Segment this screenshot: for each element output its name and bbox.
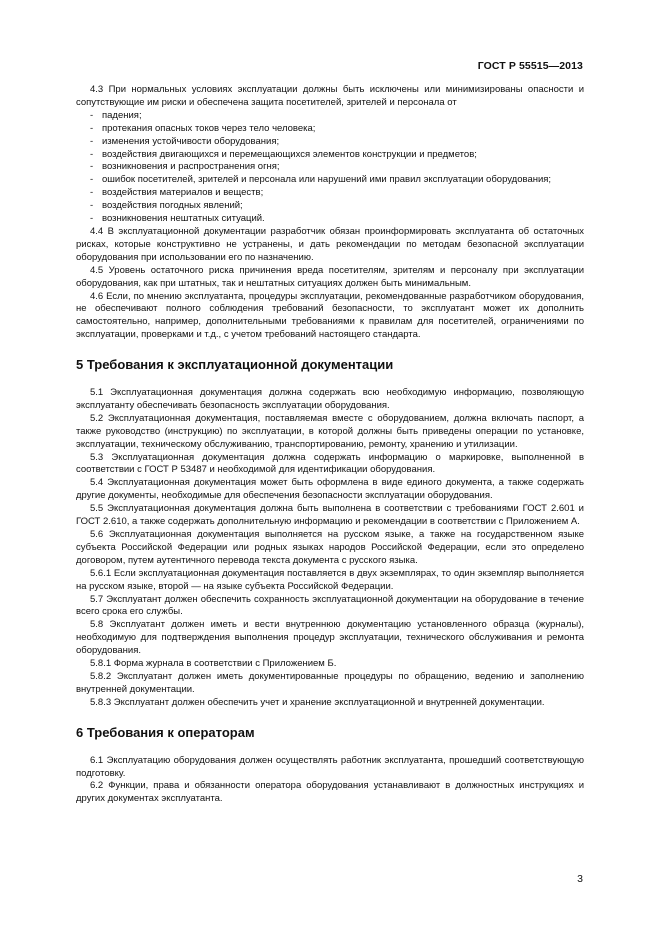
list-dash: - (90, 161, 94, 173)
paragraph: 5.2 Эксплуатационная документация, поставляемая вместе с оборудованием, должна включать паспорт, а также руководство (инструкцию) по эксплуатации, в которой должны быть приведены операции по установке, эксплуатации, техническому обслуживанию, транспортированию, ремонту, хранению и утилизации. (76, 412, 584, 450)
paragraph: 6.1 Эксплуатацию оборудования должен осуществлять работник эксплуатанта, прошедший соответствующую подготовку. (76, 754, 584, 779)
section-heading: 5 Требования к эксплуатационной документации (76, 357, 394, 373)
paragraph: 5.8.3 Эксплуатант должен обеспечить учет и хранение эксплуатационной и внутренней документации. (90, 696, 545, 708)
paragraph: 5.8.1 Форма журнала в соответствии с Приложением Б. (90, 658, 337, 670)
paragraph: 5.4 Эксплуатационная документация может быть оформлена в виде единого документа, а также содержать другие документы, необходимые для обеспечения безопасности эксплуатации оборудования. (76, 477, 584, 502)
list-item (76, 161, 584, 174)
list-item-text: ошибок посетителей, зрителей и персонала или нарушений ими правил эксплуатации оборудования; (102, 174, 552, 186)
section-heading: 6 Требования к операторам (76, 724, 255, 740)
list-dash: - (90, 122, 94, 134)
list-item (76, 123, 584, 136)
list-item-text: возникновения нештатных ситуаций. (102, 213, 265, 225)
list-item (76, 136, 584, 149)
list-item-text: воздействия материалов и веществ; (102, 187, 264, 199)
paragraph: 5.7 Эксплуатант должен обеспечить сохранность эксплуатационной документации на оборудование в течение всего срока его службы. (76, 593, 584, 618)
list-dash: - (90, 187, 94, 199)
paragraph: 4.5 Уровень остаточного риска причинения вреда посетителям, зрителям и персоналу при эксплуатации оборудования, как при штатных, так и нештатных ситуациях должен быть минимальным. (76, 264, 584, 289)
list-item (76, 187, 584, 200)
list-dash: - (90, 174, 94, 186)
paragraph: 5.5 Эксплуатационная документация должна быть выполнена в соответствии с требованиями ГОСТ 2.601 и ГОСТ 2.610, а также содержать дополнительную информацию и рекомендации в соответствии с Приложением А. (76, 503, 584, 528)
paragraph: 5.8 Эксплуатант должен иметь и вести внутреннюю документацию установленного образца (журналы), необходимую для подтверждения выполнения процедур эксплуатации, технического обслуживания и ремонта оборудования. (76, 619, 584, 657)
list-item (76, 110, 584, 123)
paragraph: 6.2 Функции, права и обязанности оператора оборудования устанавливают в должностных инструкциях и других документах эксплуатанта. (76, 780, 584, 805)
list-item (76, 174, 584, 187)
paragraph: 4.4 В эксплуатационной документации разработчик обязан проинформировать эксплуатанта об остаточных рисках, которые конструктивно не устранены, и дать рекомендации по методам безопасной эксплуатации оборудования при использовании его по назначению. (76, 225, 584, 263)
list-item-text: падения; (102, 109, 142, 121)
paragraph: 4.6 Если, по мнению эксплуатанта, процедуры эксплуатации, рекомендованные разработчиком оборудования, не обеспечивают полного соблюдения требований безопасности, то эксплуатант может их дополнить самостоятельно, например, дополнительными требованиями к правилам для посетителей, ограничениями по эксплуатации, проверками и т.д., с учетом требований настоящего стандарта. (76, 290, 584, 341)
list-dash: - (90, 148, 94, 160)
page-number: 3 (577, 873, 583, 885)
list-item-text: изменения устойчивости оборудования; (102, 135, 280, 147)
list-dash: - (90, 109, 94, 121)
list-item-text: воздействия погодных явлений; (102, 200, 243, 212)
paragraph: 5.6 Эксплуатационная документация выполняется на русском языке, а также на государственном языке субъекта Российской Федерации или родных языках народов Российской Федерации, если это определено договором, путем аутентичного перевода текста документа с русского языка. (76, 529, 584, 566)
list-dash: - (90, 135, 94, 147)
paragraph: 4.3 При нормальных условиях эксплуатации должны быть исключены или минимизированы опасности и сопутствующие им риски и обеспечена защита посетителей, зрителей и персонала от (76, 84, 584, 108)
document-header: ГОСТ Р 55515—2013 (477, 60, 583, 72)
list-dash: - (90, 200, 94, 212)
list-item (76, 213, 584, 226)
list-dash: - (90, 213, 94, 225)
paragraph: 5.8.2 Эксплуатант должен иметь документированные процедуры по обращению, ведению и заполнению внутренней документации. (76, 670, 584, 695)
paragraph: 5.1 Эксплуатационная документация должна содержать всю необходимую информацию, позволяющую эксплуатанту обеспечивать безопасность эксплуатации оборудования. (76, 387, 584, 411)
document-body (76, 84, 584, 806)
list-item-text: протекания опасных токов через тело человека; (102, 122, 316, 134)
list-item-text: возникновения и распространения огня; (102, 161, 280, 173)
list-item (76, 149, 584, 162)
list-item (76, 200, 584, 213)
list-item-text: воздействия двигающихся и перемещающихся элементов конструкции и предметов; (102, 148, 477, 160)
paragraph: 5.3 Эксплуатационная документация должна содержать информацию о маркировке, выполненной в соответствии с ГОСТ Р 53487 и необходимой для идентификации оборудования. (76, 451, 584, 476)
paragraph: 5.6.1 Если эксплуатационная документация поставляется в двух экземплярах, то один экземпляр выполняется на русском языке, второй — на языке субъекта Российской Федерации. (76, 567, 584, 592)
